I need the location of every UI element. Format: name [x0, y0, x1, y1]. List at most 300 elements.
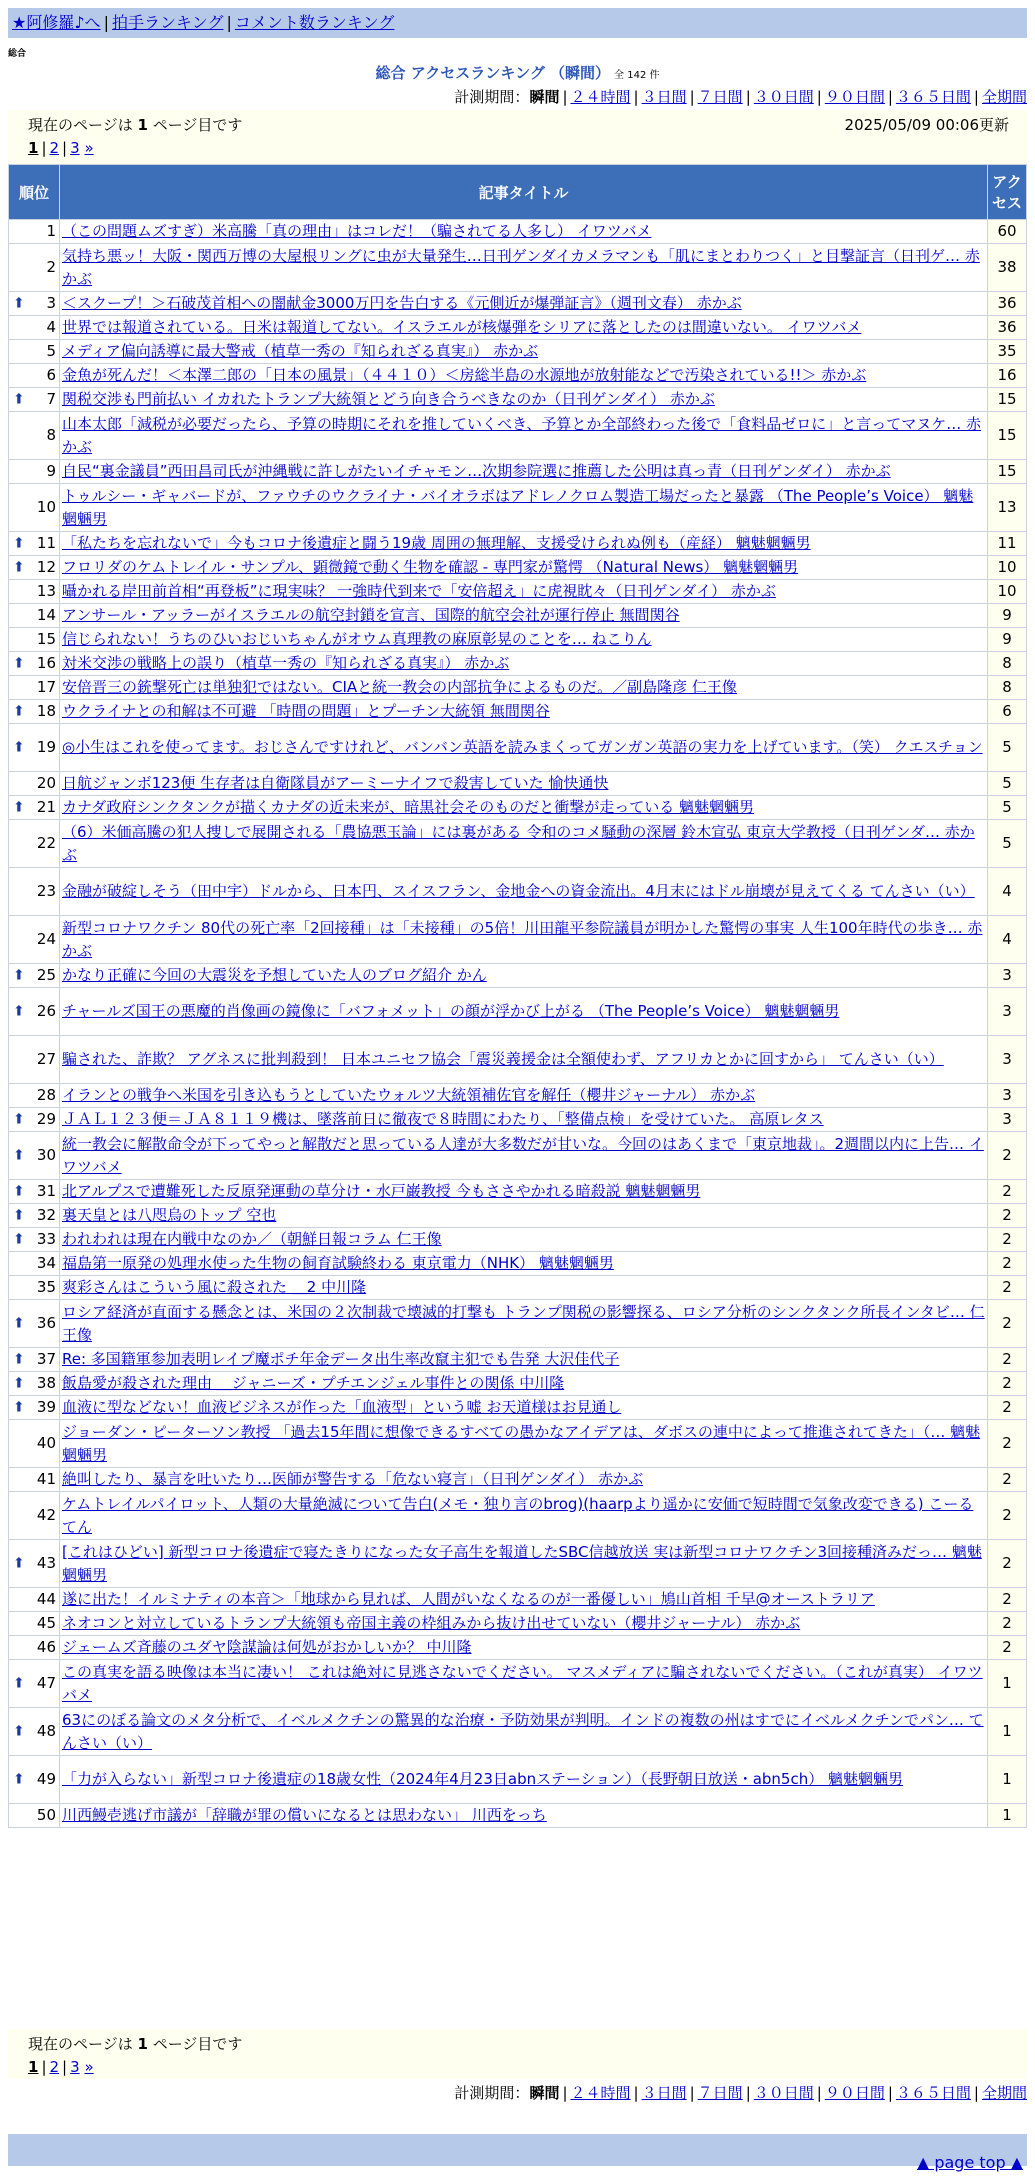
- rank-number: 14: [36, 606, 56, 624]
- rank-cell: [9, 1804, 60, 1828]
- access-count: 2: [988, 1396, 1027, 1420]
- article-link[interactable]: ◎小生はこれを使ってます。おじさんですけれど、バンバン英語を読みまくってガンガン英語の実力を上げています。（笑） クエスチョン: [62, 738, 983, 756]
- table-row: [9, 820, 1027, 868]
- article-link[interactable]: （この問題ムズすぎ）米高騰「真の理由」はコレだ！（騙されてる人多し） イワツバメ: [62, 222, 652, 240]
- article-link[interactable]: 「私たちを忘れないで」今もコロナ後遺症と闘う19歳 周囲の無理解、支援受けられぬ例も（産経） 魑魅魍魎男: [62, 534, 811, 552]
- access-count: 35: [988, 340, 1027, 364]
- title-cell: [60, 1420, 988, 1468]
- period-separator: |: [633, 88, 639, 106]
- article-link[interactable]: 統一教会に解散命令が下ってやっと解散だと思っている人達が大多数だが甘いな。今回のはあくまで「東京地裁」。2週間以内に上告… イワツバメ: [62, 1134, 984, 1176]
- pager-status-row: [28, 114, 1009, 135]
- title-cell: [60, 1084, 988, 1108]
- rank-number: 12: [36, 558, 56, 576]
- rank-cell: [9, 1756, 60, 1804]
- period-link[interactable]: ３日間: [641, 88, 687, 106]
- rank-number: 39: [36, 1398, 56, 1416]
- pager-status-row: [28, 2033, 1009, 2054]
- access-count: 1: [988, 1660, 1027, 1708]
- title-cell: [60, 1036, 988, 1084]
- table-row: [9, 1756, 1027, 1804]
- access-count: 2: [988, 1468, 1027, 1492]
- title-cell: [60, 628, 988, 652]
- table-row: [9, 1420, 1027, 1468]
- rank-cell: [9, 556, 60, 580]
- rank-cell: [9, 388, 60, 412]
- rank-up-arrow-icon: ⬆: [13, 1375, 25, 1391]
- article-link[interactable]: 63にのぼる論文のメタ分析で、イベルメクチンの驚異的な治療・予防効果が判明。インドの複数の州はすでにイベルメクチンでパン… てんさい（い）: [62, 1710, 984, 1752]
- page-links: [28, 2058, 1009, 2076]
- title-cell: [60, 1468, 988, 1492]
- access-count: 5: [988, 820, 1027, 868]
- period-separator: |: [816, 2084, 822, 2102]
- rank-number: 47: [36, 1674, 56, 1692]
- table-row: [9, 484, 1027, 532]
- table-row: [9, 556, 1027, 580]
- footer-bar: [8, 2134, 1027, 2172]
- title-cell: [60, 1228, 988, 1252]
- table-row: [9, 580, 1027, 604]
- table-row: [9, 1300, 1027, 1348]
- title-cell: [60, 1300, 988, 1348]
- article-link[interactable]: 金魚が死んだ！＜本澤二郎の「日本の風景」（４４１０）＜房総半島の水源地が放射能などで汚染されている!!＞ 赤かぶ: [62, 366, 867, 384]
- access-count: 2: [988, 1228, 1027, 1252]
- access-count: 4: [988, 916, 1027, 964]
- rank-up-arrow-icon: ⬆: [13, 1147, 25, 1163]
- rank-number: 38: [36, 1374, 56, 1392]
- article-link[interactable]: メディア偏向誘導に最大警戒（植草一秀の『知られざる真実』） 赤かぶ: [62, 342, 539, 360]
- table-row: [9, 1276, 1027, 1300]
- access-count: 3: [988, 1084, 1027, 1108]
- period-separator: |: [973, 88, 979, 106]
- title-cell: [60, 676, 988, 700]
- table-row: [9, 1228, 1027, 1252]
- rank-cell: [9, 652, 60, 676]
- access-count: 15: [988, 412, 1027, 460]
- article-link[interactable]: 気持ち悪ッ！大阪・関西万博の大屋根リングに虫が大量発生…日刊ゲンダイカメラマンも「肌にまとわりつく」と目撃証言（日刊ゲ… 赤かぶ: [62, 246, 980, 288]
- title-cell: [60, 580, 988, 604]
- page-status: [28, 114, 242, 135]
- rank-cell: [9, 1348, 60, 1372]
- table-row: [9, 1396, 1027, 1420]
- period-separator: |: [745, 2084, 751, 2102]
- article-link[interactable]: イランとの戦争へ米国を引き込もうとしていたウォルツ大統領補佐官を解任（櫻井ジャーナル） 赤かぶ: [62, 1086, 756, 1104]
- page-title: [0, 62, 1035, 83]
- access-count: 2: [988, 1588, 1027, 1612]
- access-count: 3: [988, 964, 1027, 988]
- access-count: 1: [988, 1708, 1027, 1756]
- title-cell: [60, 1492, 988, 1540]
- page-link[interactable]: 2: [49, 2058, 60, 2076]
- article-link[interactable]: かなり正確に今回の大震災を予想していた人のブログ紹介 かん: [62, 966, 487, 984]
- access-count: 2: [988, 1348, 1027, 1372]
- access-count: 9: [988, 604, 1027, 628]
- title-cell: [60, 964, 988, 988]
- article-link[interactable]: トゥルシー・ギャバードが、ファウチのウクライナ・バイオラボはアドレノクロム製造工場だったと暴露 （The People’s Voice） 魑魅魍魎男: [62, 486, 974, 528]
- table-row: [9, 724, 1027, 772]
- rank-number: 27: [36, 1050, 56, 1068]
- rank-cell: [9, 412, 60, 460]
- article-link[interactable]: カナダ政府シンクタンクが描くカナダの近未来が、暗黒社会そのものだと衝撃が走っている 魑魅魍魎男: [62, 798, 754, 816]
- rank-cell: [9, 628, 60, 652]
- period-link[interactable]: ７日間: [697, 88, 743, 106]
- next-page-link[interactable]: »: [84, 2058, 94, 2076]
- title-cell: [60, 388, 988, 412]
- period-link[interactable]: ３０日間: [753, 2084, 814, 2102]
- article-link[interactable]: ケムトレイルパイロット、人類の大量絶滅について告白(メモ・独り言のbrog)(haarpより遥かに安価で短時間で気象改変できる) こーるてん: [62, 1494, 974, 1536]
- article-link[interactable]: 新型コロナワクチン 80代の死亡率「2回接種」は「未接種」の5倍！川田龍平参院議員が明かした驚愕の事実 人生100年時代の歩き… 赤かぶ: [62, 918, 983, 960]
- rank-cell: [9, 604, 60, 628]
- table-row: [9, 1612, 1027, 1636]
- article-link[interactable]: われわれは現在内戦中なのか／（朝鮮日報コラム 仁王像: [62, 1230, 442, 1248]
- next-page-link[interactable]: »: [84, 139, 94, 157]
- column-header-title: 記事タイトル: [60, 165, 988, 220]
- table-row: [9, 1660, 1027, 1708]
- rank-number: 25: [36, 966, 56, 984]
- title-cell: [60, 292, 988, 316]
- title-cell: [60, 1612, 988, 1636]
- total-count: 全 142 件: [614, 70, 660, 81]
- rank-cell: [9, 316, 60, 340]
- rank-cell: [9, 1660, 60, 1708]
- page-top-link[interactable]: ▲ page top ▲: [916, 2153, 1023, 2172]
- page-status-suffix: ページ目です: [147, 2035, 243, 2053]
- article-link[interactable]: Re: 多国籍軍参加表明レイプ魔ポチ年金データ出生率改竄主犯でも告発 大沢佳代子: [62, 1350, 620, 1368]
- article-link[interactable]: ＪＡＬ１２３便＝ＪＡ８１１９機は、墜落前日に徹夜で８時間にわたり、「整備点検」を受けていた。 高原レタス: [62, 1110, 824, 1128]
- period-link[interactable]: 全期間: [981, 2084, 1027, 2102]
- period-link[interactable]: ３６５日間: [895, 88, 971, 106]
- period-separator: |: [689, 2084, 695, 2102]
- page-link[interactable]: 3: [70, 139, 80, 157]
- title-cell: [60, 1588, 988, 1612]
- rank-number: 40: [36, 1434, 56, 1452]
- period-selector-bottom: [454, 2082, 1027, 2103]
- access-count: 3: [988, 1108, 1027, 1132]
- period-separator: |: [887, 88, 893, 106]
- article-link[interactable]: ネオコンと対立しているトランプ大統領も帝国主義の枠組みから抜け出せていない（櫻井ジャーナル） 赤かぶ: [62, 1614, 801, 1632]
- table-row: [9, 988, 1027, 1036]
- rank-up-arrow-icon: ⬆: [13, 559, 25, 575]
- period-separator: |: [745, 88, 751, 106]
- pager-bottom: [8, 2029, 1027, 2079]
- access-count: 3: [988, 1036, 1027, 1084]
- access-count: 8: [988, 652, 1027, 676]
- rank-cell: [9, 916, 60, 964]
- home-link[interactable]: ★阿修羅♪へ: [12, 13, 101, 32]
- table-row: [9, 1636, 1027, 1660]
- access-count: 2: [988, 1300, 1027, 1348]
- title-cell: [60, 220, 988, 244]
- period-current: 瞬間: [529, 2084, 560, 2102]
- rank-number: 44: [36, 1590, 56, 1608]
- access-count: 38: [988, 244, 1027, 292]
- article-link[interactable]: 福島第一原発の処理水使った生物の飼育試験終わる 東京電力（NHK） 魑魅魍魎男: [62, 1254, 614, 1272]
- rank-cell: [9, 1252, 60, 1276]
- rank-up-arrow-icon: ⬆: [13, 1111, 25, 1127]
- title-cell: [60, 1756, 988, 1804]
- article-link[interactable]: 北アルプスで遭難死した反原発運動の草分け・水戸巌教授 今もささやかれる暗殺説 魑魅魍魎男: [62, 1182, 701, 1200]
- table-row: [9, 1180, 1027, 1204]
- comment-ranking-link[interactable]: コメント数ランキング: [234, 13, 395, 32]
- table-row: [9, 364, 1027, 388]
- current-page: 1: [28, 139, 39, 157]
- rank-up-arrow-icon: ⬆: [13, 739, 25, 755]
- table-row: [9, 868, 1027, 916]
- page-status-number: 1: [137, 2035, 148, 2053]
- rank-cell: [9, 868, 60, 916]
- article-link[interactable]: [これはひどい] 新型コロナ後遺症で寝たきりになった女子高生を報道したSBC信越放送 実は新型コロナワクチン3回接種済みだっ… 魑魅魍魎男: [62, 1542, 982, 1584]
- column-header-rank: 順位: [9, 165, 60, 220]
- title-cell: [60, 412, 988, 460]
- article-link[interactable]: 川西鰻壱逃げ市議が「辞職が罪の償いになるとは思わない」 川西をっち: [62, 1806, 547, 1824]
- access-count: 16: [988, 364, 1027, 388]
- rank-number: 28: [36, 1086, 56, 1104]
- period-selector-top: [454, 86, 1027, 107]
- rank-up-arrow-icon: ⬆: [13, 799, 25, 815]
- table-row: [9, 628, 1027, 652]
- rank-number: 6: [46, 366, 56, 384]
- ranking-table-body: [9, 220, 1027, 1828]
- rank-number: 21: [36, 798, 56, 816]
- article-link[interactable]: 金融が破綻しそう（田中宇）ドルから、日本円、スイスフラン、金地金への資金流出。4月末にはドル崩壊が見えてくる てんさい（い）: [62, 882, 975, 900]
- table-row: [9, 604, 1027, 628]
- access-count: 4: [988, 868, 1027, 916]
- article-link[interactable]: 世界では報道されている。日米は報道してない。イスラエルが核爆弾をシリアに落としたのは間違いない。 イワツバメ: [62, 318, 862, 336]
- ranking-table: [8, 164, 1027, 1828]
- article-link[interactable]: 絶叫したり、暴言を吐いたり…医師が警告する「危ない寝言」（日刊ゲンダイ） 赤かぶ: [62, 1470, 644, 1488]
- rank-number: 15: [36, 630, 56, 648]
- title-cell: [60, 484, 988, 532]
- rank-cell: [9, 364, 60, 388]
- table-row: [9, 676, 1027, 700]
- table-row: [9, 340, 1027, 364]
- access-count: 2: [988, 1540, 1027, 1588]
- nav-separator: |: [103, 13, 109, 32]
- rank-up-arrow-icon: ⬆: [13, 1231, 25, 1247]
- rank-number: 3: [46, 294, 56, 312]
- title-cell: [60, 340, 988, 364]
- table-row: [9, 1132, 1027, 1180]
- article-link[interactable]: 裏天皇とは八咫烏のトップ 空也: [62, 1206, 277, 1224]
- access-count: 60: [988, 220, 1027, 244]
- access-count: 15: [988, 460, 1027, 484]
- access-count: 6: [988, 700, 1027, 724]
- rank-cell: [9, 964, 60, 988]
- article-link[interactable]: 関税交渉も門前払い イカれたトランプ大統領とどう向き合うべきなのか（日刊ゲンダイ） 赤かぶ: [62, 390, 715, 408]
- article-link[interactable]: ジョーダン・ピーターソン教授 「過去15年間に想像できるすべての愚かなアイデアは、ダボスの連中によって推進されてきた」（… 魑魅魍魎男: [62, 1422, 981, 1464]
- rank-number: 18: [36, 702, 56, 720]
- article-link[interactable]: 山本太郎「減税が必要だったら、予算の時期にそれを推していくべき、予算とか全部終わった後で「食料品ゼロに」と言ってマヌケ… 赤かぶ: [62, 414, 982, 456]
- article-link[interactable]: ロシア経済が直面する懸念とは、米国の２次制裁で壊滅的打撃も トランプ関税の影響探る、ロシア分析のシンクタンク所長インタビ… 仁王像: [62, 1302, 985, 1344]
- rank-cell: [9, 796, 60, 820]
- access-count: 2: [988, 1204, 1027, 1228]
- table-row: [9, 460, 1027, 484]
- title-cell: [60, 460, 988, 484]
- rank-cell: [9, 724, 60, 772]
- article-link[interactable]: 「力が入らない」新型コロナ後遺症の18歳女性（2024年4月23日abnステーション）（長野朝日放送・abn5ch） 魑魅魍魎男: [62, 1770, 904, 1788]
- table-row: [9, 964, 1027, 988]
- period-link[interactable]: ２４時間: [570, 2084, 631, 2102]
- rank-up-arrow-icon: ⬆: [13, 655, 25, 671]
- period-link[interactable]: ３０日間: [753, 88, 814, 106]
- table-row: [9, 796, 1027, 820]
- access-count: 36: [988, 316, 1027, 340]
- rank-cell: [9, 1276, 60, 1300]
- rank-number: 22: [36, 834, 56, 852]
- article-link[interactable]: 飯島愛が殺された理由 ＿ジャニーズ・プチエンジェル事件との関係 中川隆: [62, 1374, 565, 1392]
- rank-cell: [9, 1132, 60, 1180]
- access-count: 8: [988, 676, 1027, 700]
- rank-cell: [9, 1180, 60, 1204]
- rank-number: 37: [36, 1350, 56, 1368]
- article-link[interactable]: 自民“裏金議員”西田昌司氏が沖縄戦に許しがたいイチャモン…次期参院選に推薦した公明は真っ青（日刊ゲンダイ） 赤かぶ: [62, 462, 891, 480]
- page-separator: |: [62, 139, 68, 157]
- rank-number: 23: [36, 882, 56, 900]
- rank-number: 2: [46, 258, 56, 276]
- page-status-number: 1: [137, 116, 148, 134]
- period-separator: |: [887, 2084, 893, 2102]
- article-link[interactable]: フロリダのケムトレイル・サンプル、顕微鏡で動く生物を確認 - 専門家が驚愕 （Natural News） 魑魅魍魎男: [62, 558, 799, 576]
- access-count: 10: [988, 580, 1027, 604]
- access-count: 5: [988, 796, 1027, 820]
- rank-number: 32: [36, 1206, 56, 1224]
- rank-cell: [9, 1468, 60, 1492]
- period-separator: |: [562, 88, 568, 106]
- period-link[interactable]: ３６５日間: [895, 2084, 971, 2102]
- page-status-prefix: 現在のページは: [28, 2035, 138, 2053]
- rank-cell: [9, 1396, 60, 1420]
- rank-cell: [9, 292, 60, 316]
- rank-cell: [9, 700, 60, 724]
- table-row: [9, 1084, 1027, 1108]
- title-cell: [60, 532, 988, 556]
- page-status-prefix: 現在のページは: [28, 116, 138, 134]
- period-link[interactable]: 全期間: [981, 88, 1027, 106]
- article-link[interactable]: ジェームズ斉藤のユダヤ陰謀論は何処がおかしいか？ 中川隆: [62, 1638, 472, 1656]
- table-row: [9, 292, 1027, 316]
- title-cell: [60, 820, 988, 868]
- article-link[interactable]: この真実を語る映像は本当に凄い！ これは絶対に見逃さないでください。 マスメディアに騙されないでください。（これが真実） イワツバメ: [62, 1662, 983, 1704]
- article-link[interactable]: （6）米価高騰の犯人捜しで展開される「農協悪玉論」には裏がある 令和のコメ騒動の深層 鈴木宣弘 東京大学教授（日刊ゲンダ… 赤かぶ: [62, 822, 975, 864]
- table-row: [9, 916, 1027, 964]
- article-link[interactable]: 遂に出た！イルミナティの本音＞「地球から見れば、人間がいなくなるのが一番優しい」鳩山首相 千早@オーストラリア: [62, 1590, 875, 1608]
- period-label: 計測期間：: [454, 88, 530, 106]
- rank-up-arrow-icon: ⬆: [13, 1315, 25, 1331]
- article-link[interactable]: アンサール・アッラーがイスラエルの航空封鎖を宣言、国際的航空会社が運行停止 無間関谷: [62, 606, 680, 624]
- rank-number: 29: [36, 1110, 56, 1128]
- title-cell: [60, 796, 988, 820]
- rank-number: 49: [36, 1770, 56, 1788]
- period-link[interactable]: ７日間: [697, 2084, 743, 2102]
- title-cell: [60, 1348, 988, 1372]
- article-link[interactable]: 信じられない！うちのひいおじいちゃんがオウム真理教の麻原彰晃のことを… ねこりん: [62, 630, 652, 648]
- article-link[interactable]: ＜スクープ！＞石破茂首相への闇献金3000万円を告白する《元側近が爆弾証言》（週刊文春） 赤かぶ: [62, 294, 742, 312]
- page-status-suffix: ページ目です: [147, 116, 243, 134]
- period-link[interactable]: ３日間: [641, 2084, 687, 2102]
- rank-number: 45: [36, 1614, 56, 1632]
- article-link[interactable]: 爽彩さんはこういう風に殺された ＿2 中川隆: [62, 1278, 367, 1296]
- page-title-text: 総合 アクセスランキング （瞬間）: [375, 64, 611, 82]
- article-link[interactable]: 騙された、詐欺？ アグネスに批判殺到！ 日本ユニセフ協会「震災義援金は全額使わず、アフリカとかに回すから」 てんさい（い）: [62, 1050, 944, 1068]
- rank-number: 7: [46, 390, 56, 408]
- clap-ranking-link[interactable]: 拍手ランキング: [111, 13, 224, 32]
- rank-number: 36: [36, 1314, 56, 1332]
- table-row: [9, 1708, 1027, 1756]
- rank-number: 50: [36, 1806, 56, 1824]
- table-row: [9, 1204, 1027, 1228]
- rank-cell: [9, 676, 60, 700]
- table-row: [9, 1372, 1027, 1396]
- article-link[interactable]: 対米交渉の戦略上の誤り（植草一秀の『知られざる真実』） 赤かぶ: [62, 654, 510, 672]
- table-row: [9, 1108, 1027, 1132]
- rank-number: 30: [36, 1146, 56, 1164]
- rank-cell: [9, 1372, 60, 1396]
- top-nav-bar: [8, 8, 1027, 38]
- table-row: [9, 772, 1027, 796]
- rank-number: 10: [36, 498, 56, 516]
- title-cell: [60, 652, 988, 676]
- access-count: 13: [988, 484, 1027, 532]
- rank-number: 48: [36, 1722, 56, 1740]
- table-row: [9, 1468, 1027, 1492]
- title-cell: [60, 1540, 988, 1588]
- access-count: 2: [988, 1636, 1027, 1660]
- article-link[interactable]: 安倍晋三の銃撃死亡は単独犯ではない。CIAと統一教会の内部抗争によるものだ。／副島隆彦 仁王像: [62, 678, 737, 696]
- title-cell: [60, 1804, 988, 1828]
- article-link[interactable]: 日航ジャンボ123便 生存者は自衛隊員がアーミーナイフで殺害していた 愉快通快: [62, 774, 609, 792]
- table-row: [9, 1804, 1027, 1828]
- period-link[interactable]: ９０日間: [824, 2084, 885, 2102]
- rank-number: 4: [46, 318, 56, 336]
- access-count: 9: [988, 628, 1027, 652]
- title-cell: [60, 772, 988, 796]
- title-cell: [60, 1660, 988, 1708]
- table-row: [9, 1252, 1027, 1276]
- period-link[interactable]: ２４時間: [570, 88, 631, 106]
- rank-cell: [9, 1228, 60, 1252]
- article-link[interactable]: 囁かれる岸田前首相“再登板”に現実味？ 一強時代到来で「安倍超え」に虎視眈々（日刊ゲンダイ） 赤かぶ: [62, 582, 776, 600]
- page-link[interactable]: 2: [49, 139, 60, 157]
- rank-up-arrow-icon: ⬆: [13, 967, 25, 983]
- rank-number: 20: [36, 774, 56, 792]
- title-cell: [60, 556, 988, 580]
- period-separator: |: [633, 2084, 639, 2102]
- title-cell: [60, 916, 988, 964]
- rank-number: 11: [36, 534, 56, 552]
- rank-up-arrow-icon: ⬆: [13, 1399, 25, 1415]
- title-cell: [60, 868, 988, 916]
- rank-cell: [9, 460, 60, 484]
- article-link[interactable]: チャールズ国王の悪魔的肖像画の鏡像に「バフォメット」の顔が浮かび上がる （The People’s Voice） 魑魅魍魎男: [62, 1002, 840, 1020]
- rank-cell: [9, 1612, 60, 1636]
- rank-number: 8: [46, 426, 56, 444]
- page-separator: |: [41, 139, 47, 157]
- period-link[interactable]: ９０日間: [824, 88, 885, 106]
- article-link[interactable]: 血液に型などない！血液ビジネスが作った「血液型」という嘘 お天道様はお見通し: [62, 1398, 622, 1416]
- rank-up-arrow-icon: ⬆: [13, 1183, 25, 1199]
- rank-cell: [9, 532, 60, 556]
- updated-timestamp: 2025/05/09 00:06更新: [844, 116, 1009, 134]
- table-row: [9, 532, 1027, 556]
- article-link[interactable]: ウクライナとの和解は不可避 「時間の問題」とプーチン大統領 無間関谷: [62, 702, 550, 720]
- access-count: 2: [988, 1180, 1027, 1204]
- category-label: 総合: [8, 49, 27, 59]
- rank-cell: [9, 820, 60, 868]
- rank-number: 34: [36, 1254, 56, 1272]
- rank-cell: [9, 244, 60, 292]
- title-cell: [60, 1708, 988, 1756]
- page-link[interactable]: 3: [70, 2058, 80, 2076]
- rank-cell: [9, 340, 60, 364]
